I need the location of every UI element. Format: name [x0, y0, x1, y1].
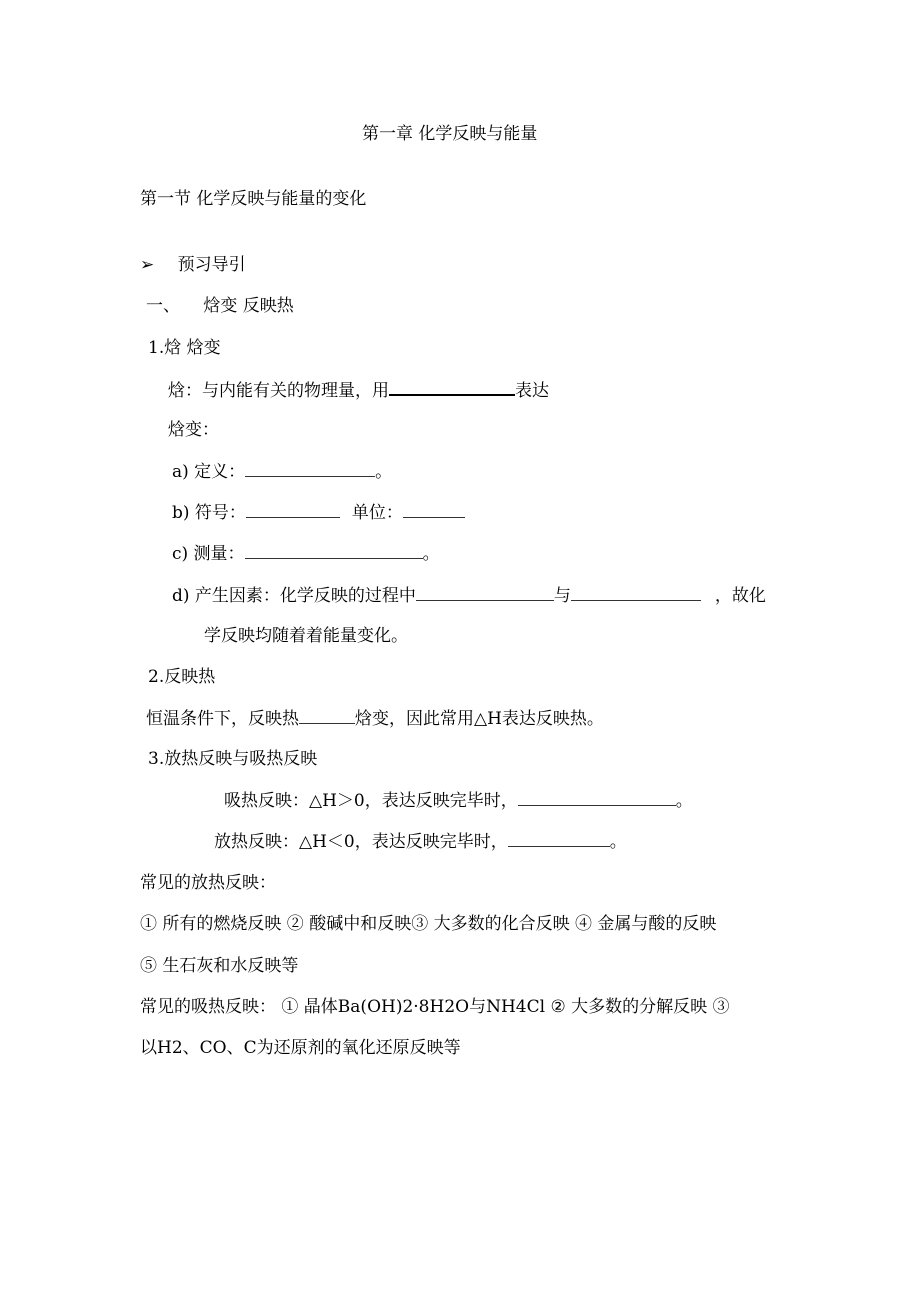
enthalpy-definition [168, 378, 549, 402]
enthalpy-blank [389, 378, 515, 396]
item-a [172, 460, 392, 483]
enthalpy-text-end: 表达 [515, 381, 549, 401]
reaction-heat-blank [299, 707, 355, 724]
common-exothermic-title: 常见的放热反映： [140, 873, 276, 893]
part1-number: 一、 [146, 296, 180, 316]
part1-heading [146, 295, 294, 317]
item-c [172, 542, 440, 565]
item-d-continued: 学反映均随着着能量变化。 [204, 626, 408, 646]
item-d [172, 584, 766, 607]
exothermic-line [214, 830, 627, 853]
exothermic-blank [508, 830, 610, 847]
cause-blank-1 [416, 584, 554, 601]
endothermic-text: 吸热反映：△H＞0，表达反映完毕时， [224, 791, 518, 811]
reaction-heat-after: 焓变，因此常用△H表达反映热。 [355, 709, 604, 729]
item-a-label: a) 定义： [172, 462, 246, 482]
preview-label: 预习导引 [177, 255, 246, 275]
common-endothermic-list-2: 以H2、CO、C为还原剂的氧化还原反映等 [140, 1038, 461, 1058]
exothermic-text: 放热反映：△H＜0，表达反映完毕时， [214, 832, 508, 852]
measurement-blank [245, 542, 423, 559]
enthalpy-text: 焓：与内能有关的物理量，用 [168, 381, 389, 401]
enthalpy-change-label: 焓变： [168, 420, 219, 440]
arrow-bullet-icon: ➢ [140, 255, 155, 275]
common-exothermic-list-2: ⑤ 生石灰和水反映等 [140, 956, 299, 976]
common-exothermic-list-1: ① 所有的燃烧反映 ② 酸碱中和反映③ 大多数的化合反映 ④ 金属与酸的反映 [140, 914, 717, 934]
item3-title: 3.放热反映与吸热反映 [148, 749, 318, 769]
item-b [172, 501, 465, 524]
item-d-label: d) 产生因素：化学反映的过程中 [172, 586, 416, 606]
unit-blank [403, 501, 465, 518]
item-d-end: ，故化 [714, 586, 766, 606]
part1-title: 焓变 反映热 [203, 296, 294, 316]
common-endothermic-list-1: 常见的吸热反映： ① 晶体Ba(OH)2·8H2O与NH4Cl ② 大多数的分解反映 ③ [140, 997, 730, 1017]
endothermic-blank [518, 789, 676, 806]
reaction-heat-text [146, 707, 604, 730]
endothermic-line [224, 789, 693, 812]
item-c-label: c) 测量： [172, 544, 245, 564]
item-d-mid: 与 [553, 586, 571, 606]
section-title: 第一节 化学反映与能量的变化 [140, 189, 367, 209]
cause-blank-2 [571, 584, 701, 601]
preview-heading [140, 254, 246, 276]
unit-label: 单位： [351, 503, 403, 523]
endothermic-end: 。 [675, 791, 693, 811]
item-c-end: 。 [422, 544, 440, 564]
exothermic-end: 。 [609, 832, 627, 852]
item2-title: 2.反映热 [148, 667, 216, 687]
definition-blank [245, 460, 375, 477]
symbol-blank [246, 501, 340, 518]
reaction-heat-before: 恒温条件下，反映热 [146, 709, 299, 729]
item-b-label: b) 符号： [172, 503, 246, 523]
item1-title: 1.焓 焓变 [148, 338, 221, 358]
chapter-title: 第一章 化学反映与能量 [362, 124, 538, 144]
item-a-end: 。 [375, 462, 393, 482]
